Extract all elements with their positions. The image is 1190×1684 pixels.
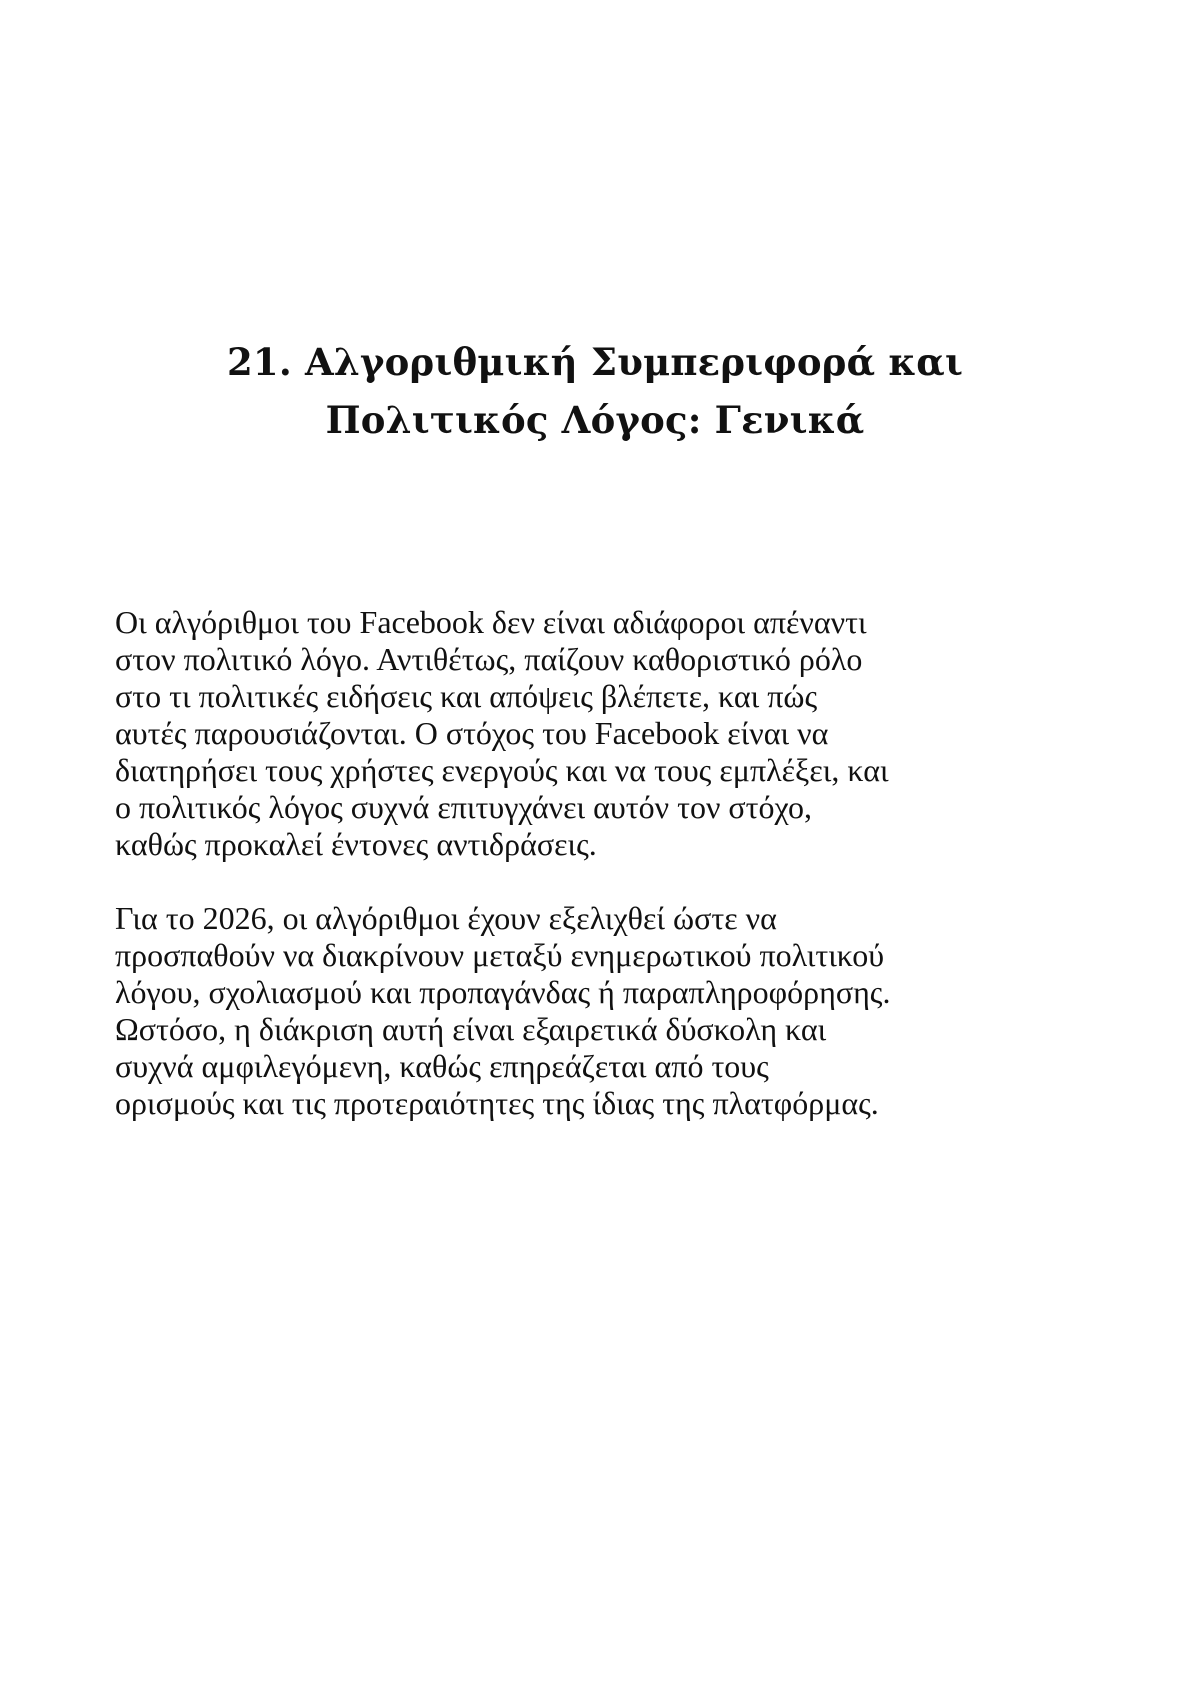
paragraph: [115, 604, 1095, 863]
text-line: Ωστόσο, η διάκριση αυτή είναι εξαιρετικά δύσκολη και: [115, 1011, 827, 1047]
text-line: καθώς προκαλεί έντονες αντιδράσεις.: [115, 826, 597, 862]
text-line: στο τι πολιτικές ειδήσεις και απόψεις βλέπετε, και πώς: [115, 678, 818, 714]
text-line: προσπαθούν να διακρίνουν μεταξύ ενημερωτικού πολιτικού: [115, 937, 885, 973]
chapter-title: [115, 333, 1075, 449]
chapter-title-line: 21. Αλγοριθμική Συμπεριφορά και: [226, 340, 964, 384]
text-line: ορισμούς και τις προτεραιότητες της ίδιας της πλατφόρμας.: [115, 1085, 879, 1121]
text-line: ο πολιτικός λόγος συχνά επιτυγχάνει αυτόν τον στόχο,: [115, 789, 813, 825]
text-line: Για το 2026, οι αλγόριθμοι έχουν εξελιχθεί ώστε να: [115, 900, 777, 936]
text-line: συχνά αμφιλεγόμενη, καθώς επηρεάζεται από τους: [115, 1048, 769, 1084]
text-line: αυτές παρουσιάζονται. Ο στόχος του Facebook είναι να: [115, 715, 829, 751]
text-line: διατηρήσει τους χρήστες ενεργούς και να τους εμπλέξει, και: [115, 752, 889, 788]
body-text: [115, 604, 1095, 1159]
text-line: Οι αλγόριθμοι του Facebook δεν είναι αδιάφοροι απέναντι: [115, 604, 867, 640]
paragraph: [115, 900, 1095, 1122]
text-line: στον πολιτικό λόγο. Αντιθέτως, παίζουν καθοριστικό ρόλο: [115, 641, 863, 677]
text-line: λόγου, σχολιασμού και προπαγάνδας ή παραπληροφόρησης.: [115, 974, 891, 1010]
chapter-title-line: Πολιτικός Λόγος: Γενικά: [325, 398, 865, 442]
